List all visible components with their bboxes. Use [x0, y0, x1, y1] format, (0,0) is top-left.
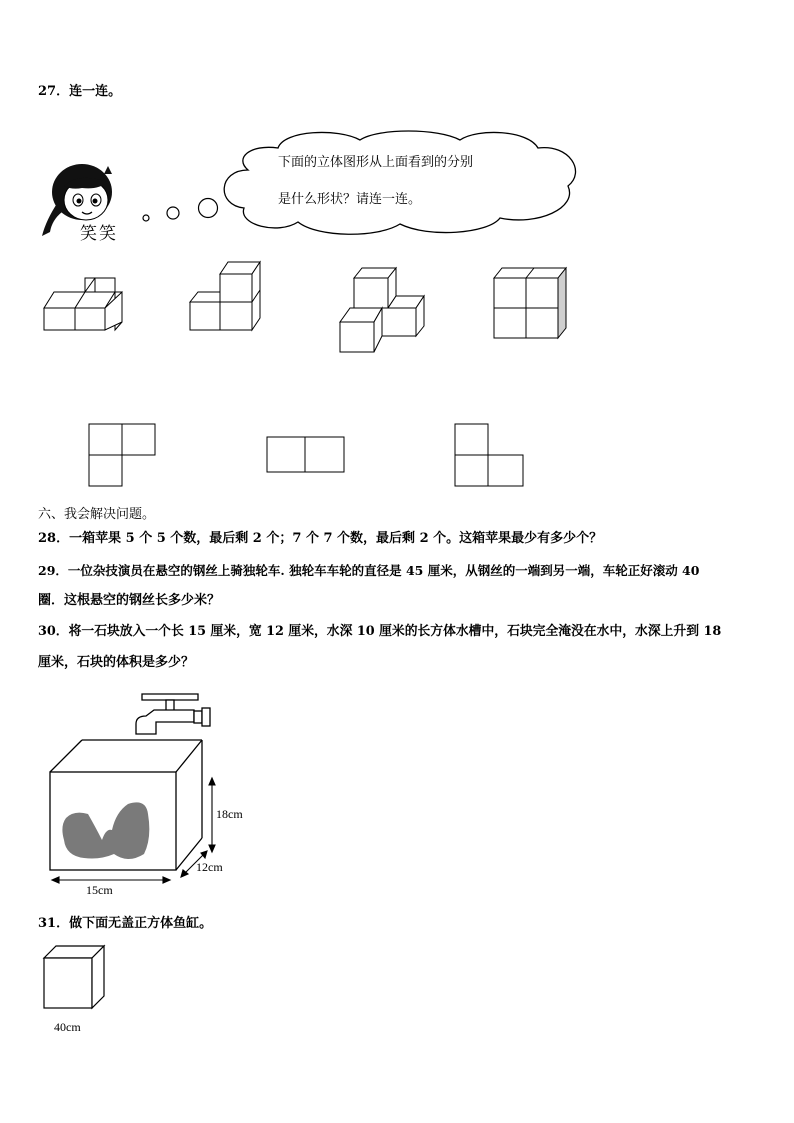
top-view-b	[266, 436, 346, 474]
fish-tank-edge-label: 40cm	[54, 1020, 81, 1034]
thought-cloud	[138, 130, 588, 240]
q31-text: 31．做下面无盖正方体鱼缸。	[38, 916, 213, 931]
top-view-a	[88, 423, 158, 488]
faucet-icon	[136, 694, 210, 734]
solid-figure-c	[336, 266, 436, 356]
tank-width-label: 12cm	[196, 860, 223, 874]
solid-figure-a	[40, 270, 130, 340]
q29-line2: 圈．这根悬空的钢丝长多少米？	[38, 593, 221, 608]
tank-length-label: 15cm	[86, 883, 113, 897]
q27-title: 27．连一连。	[38, 84, 122, 99]
q30-line1: 30．将一石块放入一个长 15 厘米，宽 12 厘米，水深 10 厘米的长方体水槽中，石块完全淹没在水中，水深上升到 18	[38, 624, 722, 639]
q29-line1: 29．一位杂技演员在悬空的钢丝上骑独轮车. 独轮车车轮的直径是 45 厘米，从钢丝的一端到另一端，车轮正好滚动 40	[38, 563, 700, 578]
bubble-line2: 是什么形状？请连一连。	[278, 192, 422, 207]
top-view-c	[454, 423, 526, 488]
solid-figure-d	[490, 264, 570, 344]
q30-line2: 厘米，石块的体积是多少？	[38, 655, 195, 670]
q28-text: 28．一箱苹果 5 个 5 个数，最后剩 2 个；7 个 7 个数，最后剩 2 个。这箱苹果最少有多少个？	[38, 531, 603, 546]
fish-tank-cube	[42, 944, 108, 1012]
section6-title: 六、我会解决问题。	[38, 507, 156, 522]
tank-height-label: 18cm	[216, 807, 243, 821]
girl-caption: 笑笑	[80, 224, 118, 244]
water-tank-figure	[44, 688, 264, 898]
solid-figure-b	[186, 258, 266, 338]
bubble-line1: 下面的立体图形从上面看到的分别	[278, 155, 474, 170]
